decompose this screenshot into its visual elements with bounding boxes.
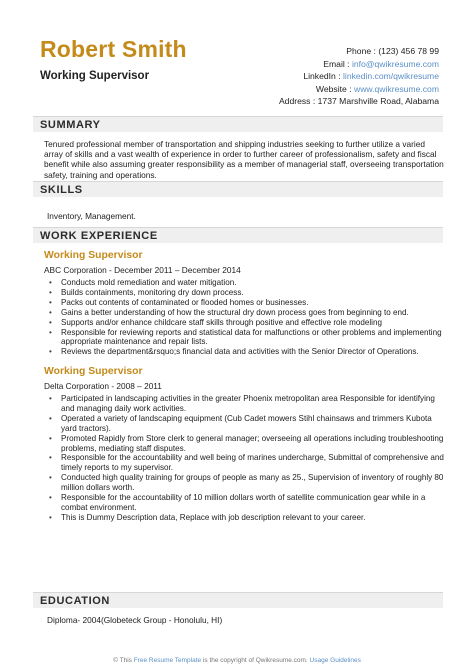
- linkedin-link[interactable]: linkedin.com/qwikresume: [343, 71, 439, 82]
- contact-website: [279, 83, 439, 96]
- phone-value: (123) 456 78 99: [378, 46, 439, 56]
- website-label: Website :: [315, 83, 352, 94]
- footer-middle: is the copyright of Qwikresume.com.: [202, 657, 308, 664]
- job-title: Working Supervisor: [44, 250, 143, 261]
- contact-block: [279, 45, 439, 108]
- job-bullet: • Supports and/or enhance childcare staff skills through positive and effective role modeling: [44, 318, 446, 328]
- free-template-link[interactable]: Free Resume Template: [133, 657, 202, 664]
- job-meta: ABC Corporation - December 2011 – December 2014: [44, 265, 241, 275]
- contact-linkedin: [279, 70, 439, 83]
- summary-heading: SUMMARY: [40, 119, 101, 131]
- skills-text: Inventory, Management.: [47, 211, 136, 221]
- job-bullet: • Participated in landscaping activities in the greater Phoenix metropolitan area Responsible for identifying and managing daily work activities.: [44, 394, 446, 414]
- job-bullet: • Responsible for the accountability of 10 million dollars worth of satellite communication gear while in a combat environment.: [44, 493, 446, 513]
- candidate-title: Working Supervisor: [40, 70, 150, 82]
- job-entry: [44, 250, 446, 357]
- summary-header: [33, 116, 443, 132]
- job-bullet: • Responsible for the accountability and well being of marines undercharge, Submittal of comprehensive and timely reports to my supervisor.: [44, 453, 446, 473]
- summary-text: Tenured professional member of transportation and shipping industries seeking to further utilize a varied array of skills and a vast wealth of experience in order to further career of professionalism, safety and fiscal benefit while also assuming greater responsibility as a member of managerial staff, overseeing transportation safety, training and operations.: [44, 139, 444, 180]
- job-bullet: • Reviews the department&rsquo;s financial data and activities with the Senior Director of Operations.: [44, 347, 446, 357]
- education-header: [33, 592, 443, 608]
- contact-email: [279, 58, 439, 71]
- usage-guidelines-link[interactable]: Usage Guidelines: [309, 657, 361, 664]
- job-bullet: • Conducts mold remediation and water mitigation.: [44, 278, 446, 288]
- job-bullets: [44, 278, 446, 357]
- contact-address: [279, 95, 439, 108]
- skills-header: [33, 181, 443, 197]
- job-bullet: • This is Dummy Description data, Replace with job description relevant to your career.: [44, 513, 446, 523]
- job-bullet: • Builds containments, monitoring dry down process.: [44, 288, 446, 298]
- job-meta: Delta Corporation - 2008 – 2011: [44, 381, 162, 391]
- education-heading: EDUCATION: [40, 595, 110, 607]
- candidate-name: Robert Smith: [40, 36, 187, 62]
- skills-heading: SKILLS: [40, 184, 83, 196]
- address-value: 1737 Marshville Road, Alabama: [317, 96, 439, 107]
- job-entry: [44, 366, 446, 523]
- job-bullet: • Packs out contents of contaminated or flooded homes or businesses.: [44, 298, 446, 308]
- job-bullets: [44, 394, 446, 523]
- job-bullet: • Gains a better understanding of how the structural dry down process goes from beginning to end.: [44, 308, 446, 318]
- job-bullet: • Conducted high quality training for groups of people as many as 25., Supervision of inventory of roughly 80 million dollars worth.: [44, 473, 446, 493]
- address-label: Address :: [278, 96, 316, 107]
- job-title: Working Supervisor: [44, 366, 143, 377]
- email-label: Email :: [323, 58, 350, 69]
- linkedin-label: LinkedIn :: [303, 71, 341, 82]
- website-link[interactable]: www.qwikresume.com: [353, 83, 439, 94]
- experience-header: [33, 227, 443, 243]
- phone-label: Phone :: [346, 46, 376, 56]
- job-bullet: • Responsible for reviewing reports and statistical data for malfunctions or other problems and implementing appropriate maintenance and repair lists.: [44, 328, 446, 348]
- contact-phone: [279, 45, 439, 58]
- experience-heading: WORK EXPERIENCE: [40, 230, 158, 242]
- job-bullet: • Operated a variety of landscaping equipment (Cub Cadet mowers Stihl chainsaws and trimmers Kubota yard tractors).: [44, 414, 446, 434]
- footer: [0, 657, 474, 664]
- job-bullet: • Promoted Rapidly from Store clerk to general manager; overseeing all operations including troubleshooting problems, mediating staff disputes.: [44, 434, 446, 454]
- footer-prefix: © This: [113, 657, 132, 664]
- email-link[interactable]: info@qwikresume.com: [351, 58, 439, 69]
- education-text: Diploma- 2004(Globeteck Group - Honolulu, HI): [47, 615, 223, 625]
